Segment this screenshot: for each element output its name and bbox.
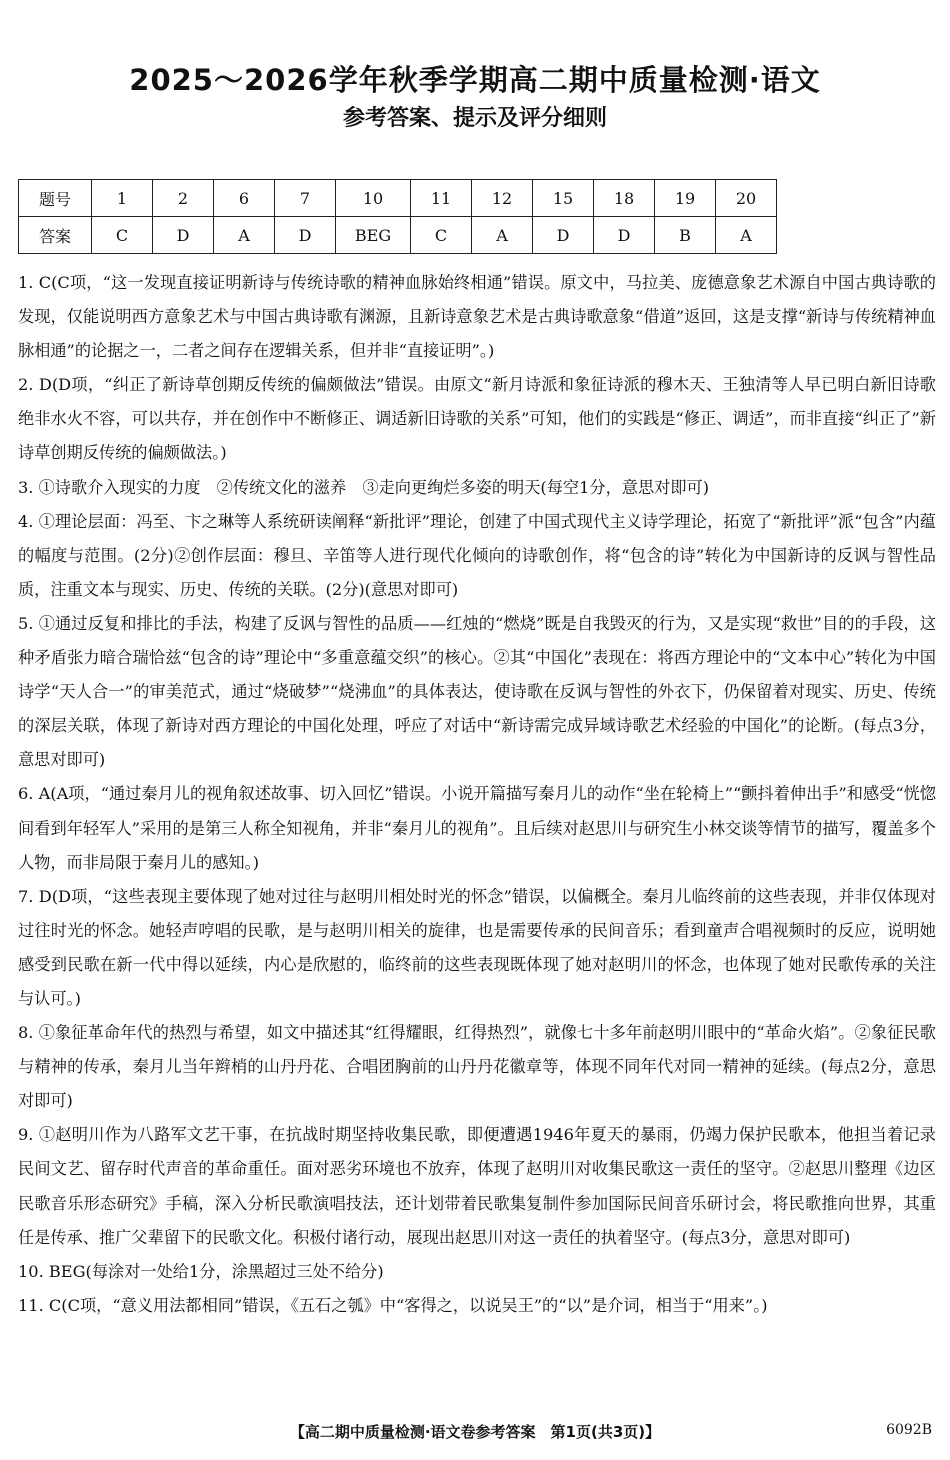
question-number-cell: 1: [92, 180, 153, 217]
answer-cell: D: [533, 217, 594, 254]
question-number-cell: 19: [655, 180, 716, 217]
answer-item: 3. ①诗歌介入现实的力度 ②传统文化的滋养 ③走向更绚烂多姿的明天(每空1分，意思对即可): [18, 477, 710, 497]
answer-item: 2. D(D项，“纠正了新诗草创期反传统的偏颇做法”错误。由原文“新月诗派和象征诗派的穆木天、王独清等人早已明白新旧诗歌绝非水火不容，可以共存，并在创作中不断修正、调适新旧诗歌的关系”可知，他们的实践是“修正、调适”，而非直接“纠正了”新诗草创期反传统的偏颇做法。): [18, 375, 936, 463]
answer-item: 4. ①理论层面：冯至、卞之琳等人系统研读阐释“新批评”理论，创建了中国式现代主义诗学理论，拓宽了“新批评”派“包含”内蕴的幅度与范围。(2分)②创作层面：穆旦、辛笛等人进行现代化倾向的诗歌创作，将“包含的诗”转化为中国新诗的反讽与智性品质，注重文本与现实、历史、传统的关联。(2分)(意思对即可): [18, 511, 936, 599]
answer-table-row1-label: 题号: [19, 180, 92, 217]
answer-item: 1. C(C项，“这一发现直接证明新诗与传统诗歌的精神血脉始终相通”错误。原文中，马拉美、庞德意象艺术源自中国古典诗歌的发现，仅能说明西方意象艺术与中国古典诗歌有渊源，且新诗意象艺术是古典诗歌意象“借道”返回，这是支撑“新诗与传统精神血脉相通”的论据之一，二者之间存在逻辑关系，但并非“直接证明”。): [18, 273, 936, 361]
answer-table: [18, 179, 777, 254]
answer-table-number-row: [19, 180, 777, 217]
page-subtitle: 参考答案、提示及评分细则: [342, 106, 607, 131]
question-number-cell: 15: [533, 180, 594, 217]
answer-item: 8. ①象征革命年代的热烈与希望，如文中描述其“红得耀眼，红得热烈”，就像七十多年前赵明川眼中的“革命火焰”。②象征民歌与精神的传承，秦月儿当年辫梢的山丹丹花、合唱团胸前的山丹丹花徽章等，体现不同年代对同一精神的延续。(每点2分，意思对即可): [18, 1023, 936, 1111]
question-number-cell: 18: [594, 180, 655, 217]
answer-cell: A: [716, 217, 777, 254]
answer-cell: D: [275, 217, 336, 254]
question-number-cell: 6: [214, 180, 275, 217]
answer-cell: D: [153, 217, 214, 254]
question-number-cell: 2: [153, 180, 214, 217]
answer-cell: C: [411, 217, 472, 254]
question-number-cell: 11: [411, 180, 472, 217]
answer-item: 9. ①赵明川作为八路军文艺干事，在抗战时期坚持收集民歌，即便遭遇1946年夏天的暴雨，仍竭力保护民歌本，他担当着记录民间文艺、留存时代声音的革命重任。面对恶劣环境也不放弃，体现了赵明川对收集民歌这一责任的坚守。②赵思川整理《边区民歌音乐形态研究》手稿，深入分析民歌演唱技法，还计划带着民歌集复制件参加国际民间音乐研讨会，将民歌推向世界，其重任是传承、推广父辈留下的民歌文化。积极付诸行动，展现出赵思川对这一责任的执着坚守。(每点3分，意思对即可): [18, 1125, 936, 1247]
answer-cell: A: [472, 217, 533, 254]
question-number-cell: 20: [716, 180, 777, 217]
question-number-cell: 7: [275, 180, 336, 217]
answer-table-answer-row: [19, 217, 777, 254]
question-number-cell: 10: [336, 180, 411, 217]
answer-explanations: [18, 266, 936, 1323]
answer-item: 10. BEG(每涂对一处给1分，涂黑超过三处不给分): [18, 1261, 384, 1281]
answer-cell: C: [92, 217, 153, 254]
page-footer: 【高二期中质量检测·语文卷参考答案 第1页(共3页)】: [289, 1423, 661, 1441]
answer-cell: D: [594, 217, 655, 254]
answer-table-row2-label: 答案: [19, 217, 92, 254]
answer-cell: B: [655, 217, 716, 254]
question-number-cell: 12: [472, 180, 533, 217]
answer-cell: BEG: [336, 217, 411, 254]
answer-item: 5. ①通过反复和排比的手法，构建了反讽与智性的品质——红烛的“燃烧”既是自我毁灭的行为，又是实现“救世”目的的手段，这种矛盾张力暗合瑞恰兹“包含的诗”理论中“多重意蕴交织”的核心。②其“中国化”表现在：将西方理论中的“文本中心”转化为中国诗学“天人合一”的审美范式，通过“烧破梦”“烧沸血”的具体表达，使诗歌在反讽与智性的外衣下，仍保留着对现实、历史、传统的深层关联，体现了新诗对西方理论的中国化处理，呼应了对话中“新诗需完成异域诗歌艺术经验的中国化”的论断。(每点3分，意思对即可): [18, 613, 936, 770]
answer-item: 6. A(A项，“通过秦月儿的视角叙述故事、切入回忆”错误。小说开篇描写秦月儿的动作“坐在轮椅上”“颤抖着伸出手”和感受“恍惚间看到年轻军人”采用的是第三人称全知视角，并非“秦月儿的视角”。且后续对赵思川与研究生小林交谈等情节的描写，覆盖多个人物，而非局限于秦月儿的感知。): [18, 784, 936, 872]
answer-cell: A: [214, 217, 275, 254]
answer-item: 7. D(D项，“这些表现主要体现了她对过往与赵明川相处时光的怀念”错误，以偏概全。秦月儿临终前的这些表现，并非仅体现对过往时光的怀念。她轻声哼唱的民歌，是与赵明川相关的旋律，也是需要传承的民间音乐；看到童声合唱视频时的反应，说明她感受到民歌在新一代中得以延续，内心是欣慰的，临终前的这些表现既体现了她对赵明川的怀念，也体现了她对民歌传承的关注与认可。): [18, 886, 936, 1008]
answer-item: 11. C(C项，“意义用法都相同”错误，《五石之瓠》中“客得之，以说吴王”的“以”是介词，相当于“用来”。): [18, 1295, 768, 1315]
page-title: 2025～2026学年秋季学期高二期中质量检测·语文: [129, 63, 821, 97]
document-code: 6092B: [886, 1422, 932, 1438]
